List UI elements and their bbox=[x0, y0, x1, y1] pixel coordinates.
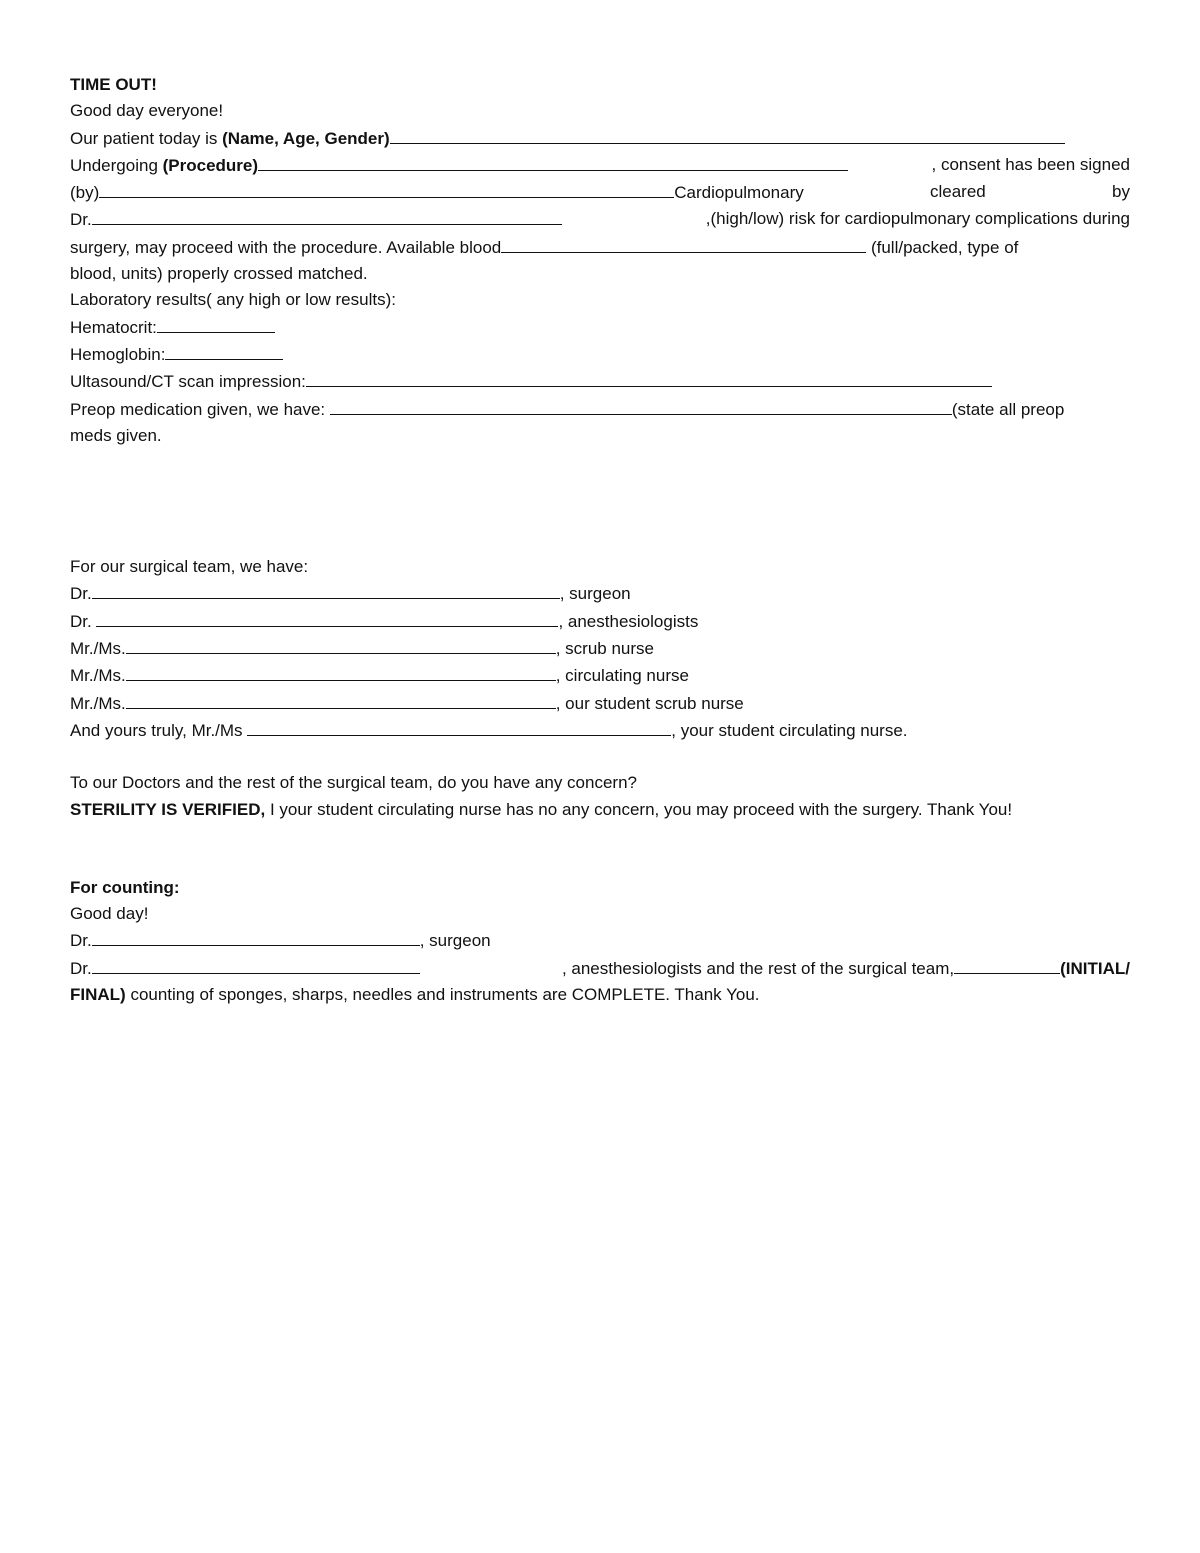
procedure-line: Undergoing (Procedure) , consent has been signed bbox=[70, 152, 1130, 179]
team-member-row: Mr./Ms. , our student scrub nurse bbox=[70, 690, 1130, 717]
anesthesiologist-blank[interactable] bbox=[96, 608, 558, 627]
lab-heading: Laboratory results( any high or low results): bbox=[70, 290, 396, 310]
student-circulating-nurse-blank[interactable] bbox=[247, 717, 671, 736]
circulating-nurse-blank[interactable] bbox=[126, 662, 556, 681]
ultrasound-line: Ultasound/CT scan impression: bbox=[70, 368, 1130, 395]
counting-anes-blank[interactable] bbox=[92, 955, 420, 974]
hemoglobin-line: Hemoglobin: bbox=[70, 341, 1130, 368]
counting-greeting: Good day! bbox=[70, 904, 149, 924]
consent-by-blank[interactable] bbox=[99, 179, 674, 198]
count-type-blank[interactable] bbox=[954, 955, 1060, 974]
ultrasound-blank[interactable] bbox=[306, 368, 992, 387]
team-member-row: Mr./Ms. , scrub nurse bbox=[70, 635, 1130, 662]
cardio-doctor-blank[interactable] bbox=[92, 206, 562, 225]
team-member-row: Dr. , surgeon bbox=[70, 580, 1130, 607]
surgeon-blank[interactable] bbox=[92, 580, 560, 599]
team-intro: For our surgical team, we have: bbox=[70, 557, 309, 577]
hematocrit-line: Hematocrit: bbox=[70, 314, 1130, 341]
patient-line: Our patient today is (Name, Age, Gender) bbox=[70, 125, 1130, 152]
document-page bbox=[70, 72, 1130, 1008]
concern-question: To our Doctors and the rest of the surgical team, do you have any concern? bbox=[70, 773, 637, 793]
team-member-row: Dr. , anesthesiologists bbox=[70, 608, 1130, 635]
timeout-heading: TIME OUT! bbox=[70, 75, 157, 94]
preop-end-line: meds given. bbox=[70, 425, 162, 445]
team-member-row: Mr./Ms. , circulating nurse bbox=[70, 662, 1130, 689]
risk-line: Dr. ,(high/low) risk for cardiopulmonary complications during bbox=[70, 206, 1130, 233]
yours-truly-line: And yours truly, Mr./Ms , your student circulating nurse. bbox=[70, 717, 1130, 744]
hematocrit-blank[interactable] bbox=[157, 314, 275, 333]
student-scrub-nurse-blank[interactable] bbox=[126, 690, 556, 709]
consent-by-line: (by) Cardiopulmonary cleared by bbox=[70, 179, 1130, 206]
counting-heading: For counting: bbox=[70, 877, 180, 897]
timeout-greeting: Good day everyone! bbox=[70, 101, 224, 121]
preop-line: Preop medication given, we have: (state all preop bbox=[70, 396, 1130, 423]
preop-blank[interactable] bbox=[330, 396, 952, 415]
blood-blank[interactable] bbox=[501, 234, 866, 253]
procedure-blank[interactable] bbox=[258, 152, 848, 171]
counting-final-line: FINAL) counting of sponges, sharps, needles and instruments are COMPLETE. Thank You. bbox=[70, 985, 760, 1005]
scrub-nurse-blank[interactable] bbox=[126, 635, 556, 654]
patient-blank[interactable] bbox=[390, 125, 1065, 144]
counting-surgeon-line: Dr. , surgeon bbox=[70, 927, 1130, 954]
sterility-statement: STERILITY IS VERIFIED, I your student circulating nurse has no any concern, you may proceed with the surgery. Thank You! bbox=[70, 799, 1013, 819]
crossmatch-line: blood, units) properly crossed matched. bbox=[70, 264, 368, 284]
counting-anes-line: Dr. , anesthesiologists and the rest of the surgical team, (INITIAL/ bbox=[70, 955, 1130, 982]
hemoglobin-blank[interactable] bbox=[165, 341, 283, 360]
counting-surgeon-blank[interactable] bbox=[92, 927, 420, 946]
proceed-line: surgery, may proceed with the procedure. Available blood (full/packed, type of bbox=[70, 234, 1130, 261]
